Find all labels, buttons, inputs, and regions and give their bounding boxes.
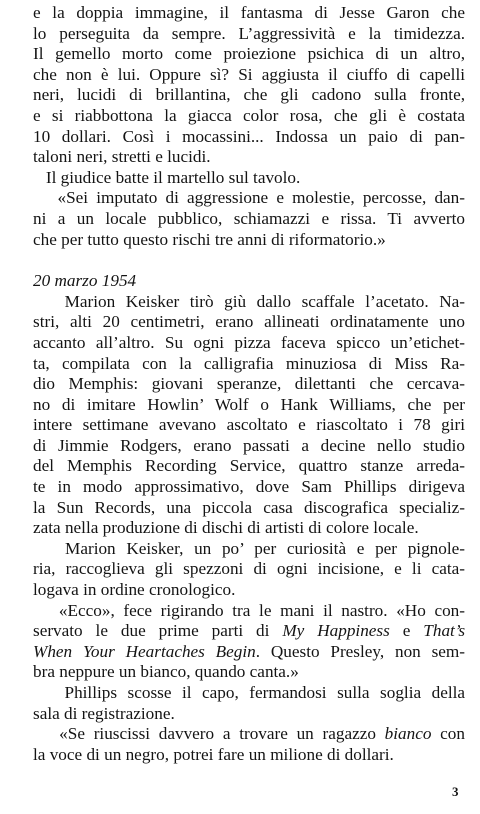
text-run: servato le due prime parti di bbox=[33, 621, 283, 641]
text-line bbox=[33, 642, 465, 663]
text-line: Marion Keisker, un po’ per curiosità e per pignole- bbox=[33, 538, 465, 558]
text-line: taloni neri, stretti e lucidi. bbox=[33, 147, 211, 167]
text-line: «Sei imputato di aggressione e molestie, percosse, dan- bbox=[33, 188, 465, 208]
text-line: Il giudice batte il martello sul tavolo. bbox=[33, 167, 301, 187]
song-title: When Your Heartaches Begin bbox=[33, 641, 256, 661]
song-title: My Happiness bbox=[282, 621, 390, 641]
text-line bbox=[33, 724, 465, 745]
text-line: che per tutto questo rischi tre anni di riformatorio.» bbox=[33, 229, 386, 249]
text-line: ta, compilata con la calligrafia minuziosa di Miss Ra- bbox=[33, 353, 465, 373]
text-run: con bbox=[431, 724, 465, 744]
text-line: ria, raccoglieva gli spezzoni di ogni incisione, e li cata- bbox=[33, 559, 465, 579]
section-date-heading: 20 marzo 1954 bbox=[33, 271, 137, 291]
page-number: 3 bbox=[452, 784, 459, 799]
text-line: lo perseguita da sempre. L’aggressività e la timidezza. bbox=[33, 23, 465, 43]
text-line: «Ecco», fece rigirando tra le mani il nastro. «Ho con- bbox=[33, 600, 465, 620]
text-line: la Sun Records, una piccola casa discografica specializ- bbox=[33, 497, 465, 517]
text-line: neri, lucidi di brillantina, che gli cadono sulla fronte, bbox=[33, 85, 465, 105]
text-line: intere settimane avevano ascoltato e riascoltato i 78 giri bbox=[33, 415, 465, 435]
text-line: bra neppure un bianco, quando canta.» bbox=[33, 662, 299, 682]
text-line: sala di registrazione. bbox=[33, 703, 175, 723]
text-line: di Jimmie Rodgers, erano passati a decine nello studio bbox=[33, 435, 465, 455]
text-run: . Questo Presley, non sem- bbox=[255, 641, 465, 661]
text-line: e la doppia immagine, il fantasma di Jesse Garon che bbox=[33, 3, 465, 22]
text-line: ni a un locale pubblico, schiamazzi e rissa. Ti avverto bbox=[33, 208, 465, 228]
section-gap bbox=[33, 250, 465, 271]
text-line: la voce di un negro, potrei fare un milione di dollari. bbox=[33, 744, 394, 764]
text-line: zata nella produzione di dischi di artisti di colore locale. bbox=[33, 518, 419, 538]
text-line: accanto all’altro. Su ogni pizza faceva spicco un’etichet- bbox=[33, 332, 465, 352]
text-run: «Se riuscissi davvero a trovare un ragazzo bbox=[33, 724, 385, 744]
text-line: Marion Keisker tirò giù dallo scaffale l’acetato. Na- bbox=[33, 291, 465, 311]
text-line: Phillips scosse il capo, fermandosi sulla soglia della bbox=[33, 683, 465, 702]
text-line: del Memphis Recording Service, quattro stanze arreda- bbox=[33, 456, 465, 476]
text-line: te in modo approssimativo, dove Sam Phillips dirigeva bbox=[33, 477, 465, 497]
text-line: e si riabbottona la giacca color rosa, che gli è costata bbox=[33, 105, 465, 125]
text-line: stri, alti 20 centimetri, erano allineati ordinatamente uno bbox=[33, 312, 465, 332]
emphasis-word: bianco bbox=[384, 724, 432, 744]
text-column bbox=[33, 3, 465, 765]
text-line: 10 dollari. Così i mocassini... Indossa un paio di pan- bbox=[33, 126, 465, 146]
song-title: That’s bbox=[423, 621, 466, 641]
text-line: dio Memphis: giovani speranze, dilettanti che cercava- bbox=[33, 374, 465, 394]
text-line: Il gemello morto come proiezione psichica di un altro, bbox=[33, 44, 465, 64]
text-line: che non è lui. Oppure sì? Si aggiusta il ciuffo di capelli bbox=[33, 64, 465, 84]
text-line: no di imitare Howlin’ Wolf o Hank Williams, che per bbox=[33, 394, 465, 414]
text-line: logava in ordine cronologico. bbox=[33, 580, 236, 600]
text-run: e bbox=[389, 621, 424, 641]
text-line bbox=[33, 621, 465, 642]
